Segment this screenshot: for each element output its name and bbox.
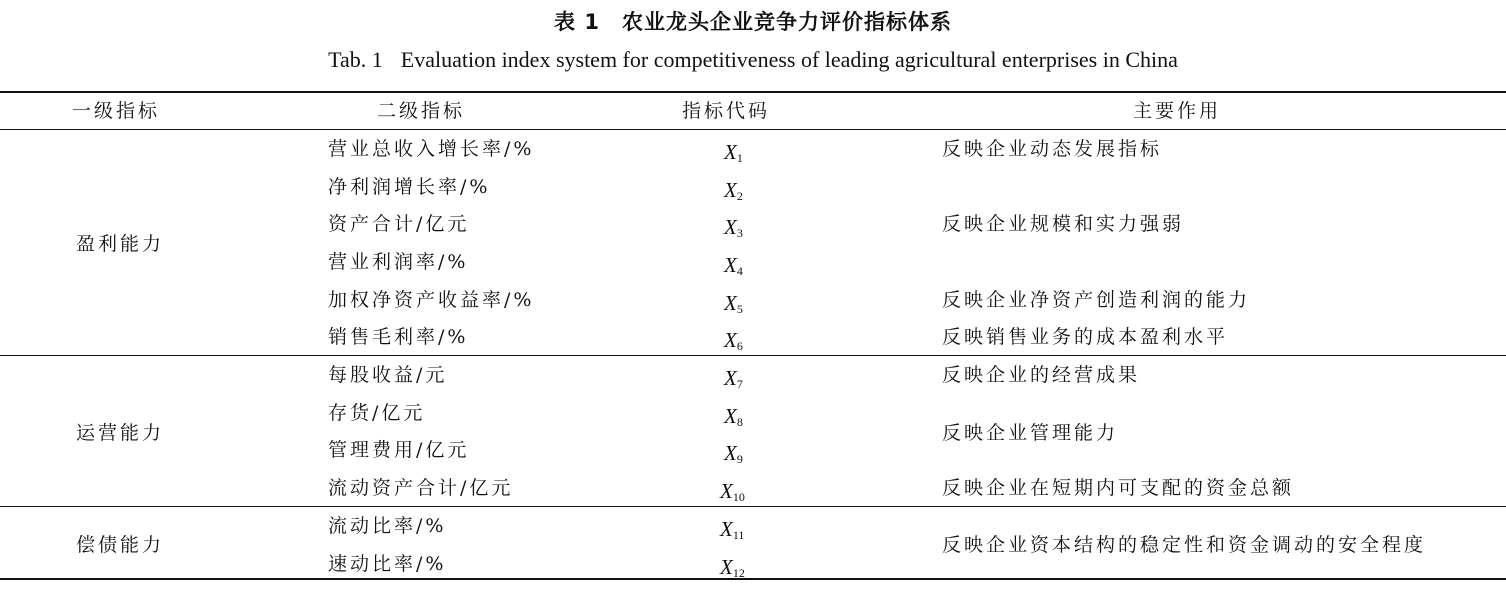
indicator-role: 反映企业资本结构的稳定性和资金调动的安全程度 (942, 534, 1427, 556)
indicator-name: 销售毛利率/% (328, 326, 469, 348)
indicator-role: 反映企业管理能力 (942, 422, 1119, 444)
indicator-role: 反映销售业务的成本盈利水平 (942, 326, 1229, 348)
indicator-name: 营业总收入增长率/% (328, 138, 535, 160)
indicator-code: $X_5$ (724, 291, 743, 316)
table-number-cn: 表 1 (554, 10, 600, 34)
indicator-code: $X_{10}$ (720, 479, 745, 504)
indicator-code: $X_{11}$ (720, 517, 745, 542)
table-title-en (0, 46, 1506, 74)
indicator-code: $X_7$ (724, 366, 743, 391)
group-divider-1 (0, 355, 1506, 356)
indicator-code: $X_{12}$ (720, 555, 745, 580)
top-rule (0, 91, 1506, 93)
header-level1: 一级指标 (72, 100, 161, 122)
group-divider-2 (0, 506, 1506, 507)
indicator-name: 资产合计/亿元 (328, 213, 470, 235)
group-name: 运营能力 (76, 422, 165, 444)
header-code: 指标代码 (682, 100, 771, 122)
indicator-code: $X_8$ (724, 404, 743, 429)
indicator-role: 反映企业在短期内可支配的资金总额 (942, 477, 1295, 499)
group-name: 偿债能力 (76, 534, 165, 556)
indicator-name: 每股收益/元 (328, 364, 448, 386)
indicator-name: 存货/亿元 (328, 402, 426, 424)
indicator-name: 净利润增长率/% (328, 176, 491, 198)
indicator-name: 营业利润率/% (328, 251, 469, 273)
indicator-code: $X_4$ (724, 253, 743, 278)
table-title-cn (0, 8, 1506, 36)
group-name: 盈利能力 (76, 233, 165, 255)
indicator-name: 流动比率/% (328, 515, 447, 537)
bottom-rule (0, 578, 1506, 580)
indicator-role: 反映企业的经营成果 (942, 364, 1141, 386)
indicator-role: 反映企业净资产创造利润的能力 (942, 289, 1251, 311)
indicator-role: 反映企业规模和实力强弱 (942, 213, 1185, 235)
table-caption-en: Evaluation index system for competitiveness of leading agricultural enterprises in China (400, 47, 1178, 72)
header-role: 主要作用 (1133, 100, 1222, 122)
indicator-code: $X_1$ (724, 140, 743, 165)
indicator-name: 加权净资产收益率/% (328, 289, 535, 311)
table-caption-cn: 农业龙头企业竞争力评价指标体系 (621, 10, 952, 34)
indicator-code: $X_6$ (724, 328, 743, 353)
indicator-code: $X_9$ (724, 441, 743, 466)
indicator-code: $X_2$ (724, 178, 743, 203)
indicator-name: 流动资产合计/亿元 (328, 477, 514, 499)
indicator-name: 管理费用/亿元 (328, 439, 470, 461)
table-number-en: Tab. 1 (328, 47, 383, 72)
indicator-code: $X_3$ (724, 215, 743, 240)
indicator-role: 反映企业动态发展指标 (942, 138, 1163, 160)
header-rule (0, 129, 1506, 130)
indicator-name: 速动比率/% (328, 553, 447, 575)
header-level2: 二级指标 (377, 100, 466, 122)
